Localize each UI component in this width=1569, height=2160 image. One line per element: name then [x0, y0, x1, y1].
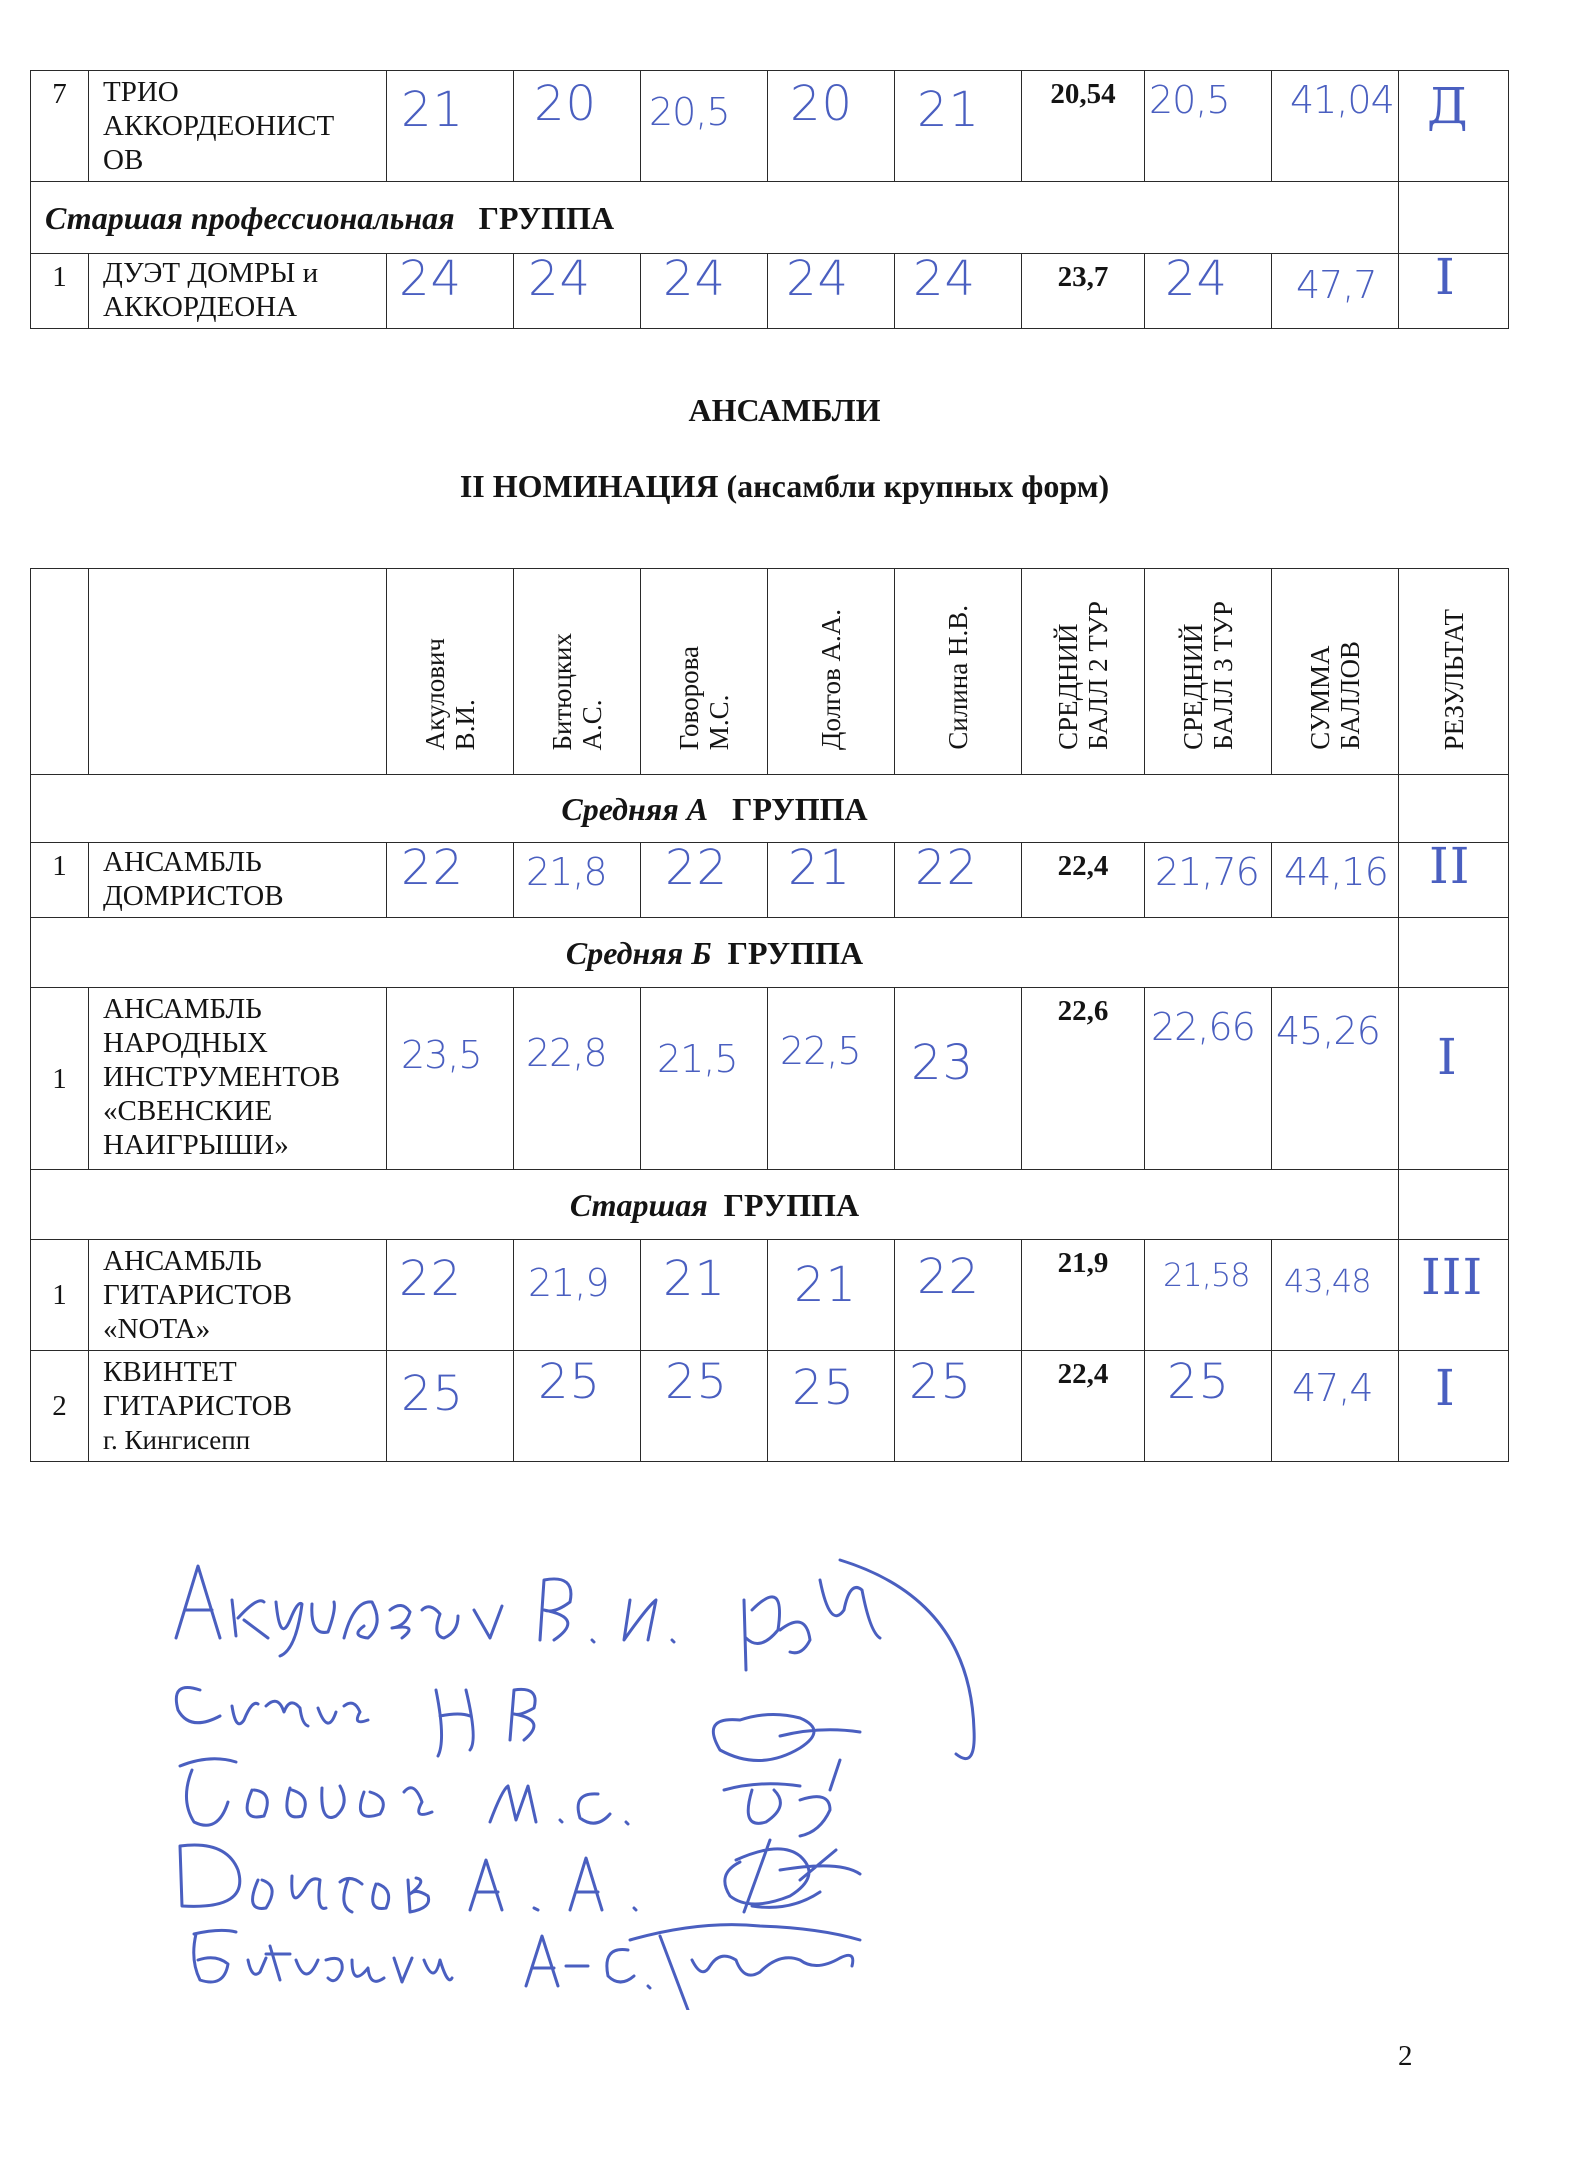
- signature-govorova: [180, 1759, 628, 1825]
- header-judge-govorova: Говорова М.С.: [641, 569, 768, 775]
- score-sum: 47,4: [1292, 1366, 1373, 1410]
- avg-score-round2: 22,6: [1022, 988, 1145, 1170]
- jury-signatures: [140, 1540, 1040, 2010]
- header-result: РЕЗУЛЬТАТ: [1399, 569, 1509, 775]
- score-akulovich: 22: [401, 840, 465, 896]
- header-judge-dolgov: Долгов А.А.: [768, 569, 895, 775]
- score-bityutskikh: 21,8: [526, 850, 607, 894]
- score-dolgov: 20: [790, 76, 854, 132]
- score-silina: 23: [911, 1035, 975, 1091]
- header-judge-silina: Силина Н.В.: [895, 569, 1022, 775]
- signature-scribble-bityutskikh: [630, 1925, 860, 2010]
- group-title-bold: ГРУППА: [732, 790, 868, 827]
- table-row: [31, 1351, 1509, 1462]
- score-akulovich: 25: [401, 1366, 465, 1422]
- row-number: 1: [31, 254, 89, 329]
- score-dolgov: 21: [788, 840, 852, 896]
- group-title-italic: Старшая: [569, 1186, 708, 1223]
- score-dolgov: 24: [786, 251, 850, 307]
- group-header-row: [31, 1170, 1509, 1240]
- score-silina: 22: [917, 1249, 981, 1305]
- participant-name: ДУЭТ ДОМРЫ и АККОРДЕОНА: [89, 254, 387, 329]
- signature-dolgov: [180, 1845, 636, 1912]
- score-sum: 47,7: [1296, 263, 1377, 307]
- row-number: 1: [31, 988, 89, 1170]
- participant-name: КВИНТЕТ ГИТАРИСТОВ: [103, 1356, 292, 1422]
- score-govorova: 25: [665, 1354, 729, 1410]
- result-mark: I: [1435, 248, 1456, 306]
- group-title-bold: ГРУППА: [723, 1186, 860, 1223]
- row-number: 1: [31, 843, 89, 918]
- table-row: [31, 843, 1509, 918]
- score-akulovich: 22: [399, 1251, 463, 1307]
- result-mark: Д: [1427, 77, 1469, 135]
- avg-score-round2: 22,4: [1022, 1351, 1145, 1462]
- group-title-italic: Средняя А: [561, 790, 709, 827]
- signature-silina: [176, 1688, 535, 1757]
- signature-scribble-dolgov: [725, 1840, 860, 1912]
- avg-score-round3: 21,58: [1163, 1256, 1250, 1294]
- avg-score-round2: 21,9: [1022, 1240, 1145, 1351]
- header-score-sum: СУММА БАЛЛОВ: [1272, 569, 1399, 775]
- score-dolgov: 21: [794, 1257, 858, 1313]
- table-row: [31, 1240, 1509, 1351]
- group-title-italic: Старшая профессиональная: [45, 199, 455, 236]
- group-header-row: [31, 182, 1509, 254]
- header-judge-bityutskikh: Битюцких А.С.: [514, 569, 641, 775]
- score-bityutskikh: 22,8: [526, 1031, 607, 1075]
- score-akulovich: 21: [401, 82, 465, 138]
- header-avg-round3: СРЕДНИЙ БАЛЛ 3 ТУР: [1145, 569, 1272, 775]
- avg-score-round2: 23,7: [1022, 254, 1145, 329]
- table-header-row: [31, 569, 1509, 775]
- score-govorova: 24: [663, 251, 727, 307]
- participant-name: АНСАМБЛЬ ДОМРИСТОВ: [89, 843, 387, 918]
- table-row: [31, 988, 1509, 1170]
- score-dolgov: 22,5: [780, 1029, 861, 1073]
- score-govorova: 21: [663, 1251, 727, 1307]
- table-row: [31, 254, 1509, 329]
- score-bityutskikh: 21,9: [528, 1261, 609, 1305]
- score-silina: 25: [909, 1354, 973, 1410]
- score-dolgov: 25: [792, 1360, 856, 1416]
- avg-score-round3: 20,5: [1149, 78, 1230, 122]
- avg-score-round3: 24: [1165, 251, 1229, 307]
- avg-score-round3: 25: [1167, 1354, 1231, 1410]
- participant-name: ТРИО АККОРДЕОНИСТ ОВ: [89, 71, 387, 182]
- signature-akulovich: [176, 1566, 674, 1656]
- signature-scribble-silina: [713, 1714, 860, 1760]
- score-govorova: 22: [665, 840, 729, 896]
- result-mark: I: [1435, 1359, 1456, 1417]
- avg-score-round3: 22,66: [1151, 1005, 1255, 1049]
- section-title: АНСАМБЛИ: [688, 392, 881, 428]
- signature-scribble-govorova: [724, 1760, 840, 1836]
- top-results-table: [30, 70, 1509, 329]
- avg-score-round2: 20,54: [1022, 71, 1145, 182]
- participant-name: АНСАМБЛЬ НАРОДНЫХ ИНСТРУМЕНТОВ «СВЕНСКИЕ НАИГРЫШИ»: [89, 988, 387, 1170]
- group-title-bold: ГРУППА: [478, 199, 615, 236]
- ensembles-results-table: [30, 568, 1509, 1462]
- score-silina: 22: [915, 840, 979, 896]
- score-akulovich: 23,5: [401, 1033, 482, 1077]
- result-mark: II: [1429, 837, 1471, 895]
- table-row: [31, 71, 1509, 182]
- group-title-italic: Средняя Б: [565, 934, 712, 971]
- avg-score-round3: 21,76: [1155, 850, 1259, 894]
- header-avg-round2: СРЕДНИЙ БАЛЛ 2 ТУР: [1022, 569, 1145, 775]
- signature-bityutskikh: [194, 1930, 650, 1988]
- score-silina: 24: [913, 251, 977, 307]
- score-sum: 43,48: [1284, 1262, 1371, 1300]
- participant-name: АНСАМБЛЬ ГИТАРИСТОВ «NOTA»: [89, 1240, 387, 1351]
- group-header-row: [31, 775, 1509, 843]
- signature-scribble-akulovich: [744, 1560, 974, 1759]
- score-govorova: 21,5: [657, 1037, 738, 1081]
- score-sum: 41,04: [1290, 78, 1394, 122]
- score-bityutskikh: 25: [538, 1354, 602, 1410]
- row-number: 1: [31, 1240, 89, 1351]
- score-govorova: 20,5: [649, 90, 730, 134]
- result-mark: III: [1421, 1248, 1484, 1306]
- group-header-row: [31, 918, 1509, 988]
- result-mark: I: [1437, 1028, 1458, 1086]
- score-bityutskikh: 20: [534, 76, 598, 132]
- score-sum: 44,16: [1284, 850, 1388, 894]
- score-silina: 21: [917, 82, 981, 138]
- row-number: 2: [31, 1351, 89, 1462]
- nomination-title: II НОМИНАЦИЯ (ансамбли крупных форм): [459, 468, 1110, 504]
- score-bityutskikh: 24: [528, 251, 592, 307]
- row-number: 7: [31, 71, 89, 182]
- avg-score-round2: 22,4: [1022, 843, 1145, 918]
- score-akulovich: 24: [399, 251, 463, 307]
- header-judge-akulovich: Акулович В.И.: [387, 569, 514, 775]
- page-number: 2: [1398, 2040, 1413, 2072]
- participant-city: г. Кингисепп: [103, 1425, 251, 1455]
- group-title-bold: ГРУППА: [727, 934, 864, 971]
- score-sum: 45,26: [1276, 1009, 1380, 1053]
